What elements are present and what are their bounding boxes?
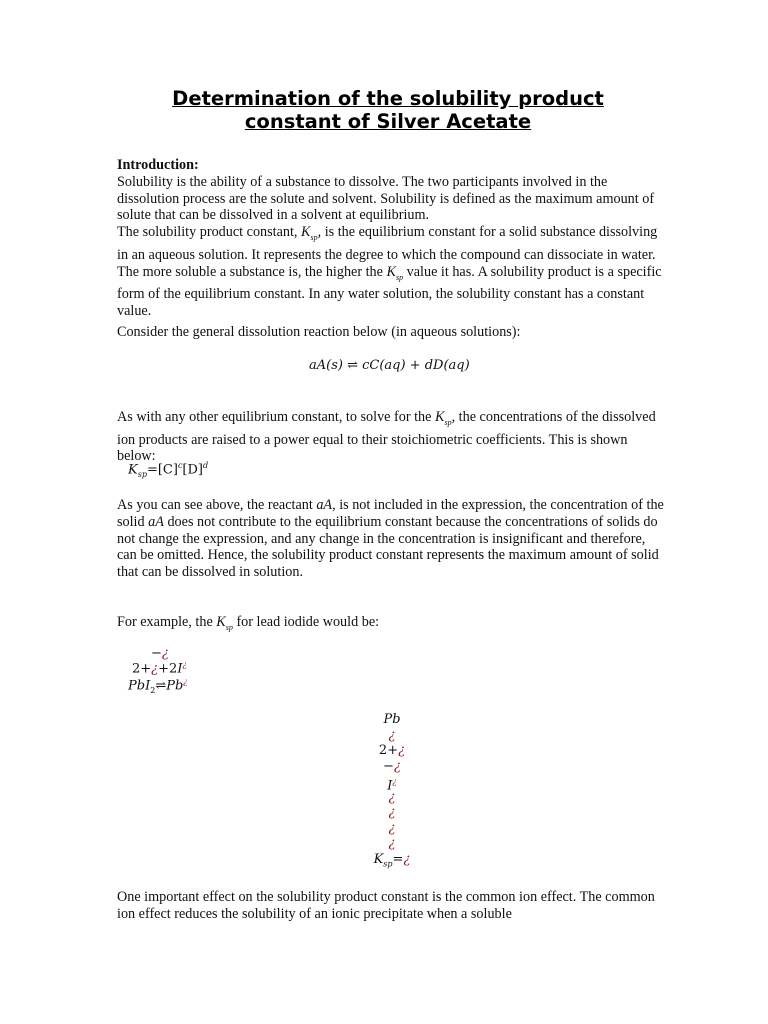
stack-minus: −¿ <box>383 758 401 774</box>
stack-inv-5: ¿ <box>388 836 396 851</box>
stack-2plus: 2+¿ <box>378 743 406 758</box>
document-title <box>100 87 676 133</box>
lead-equation-line-3: PbI$_2$⇌Pb¿ <box>128 677 188 695</box>
stack-i: I¿ <box>387 777 397 794</box>
stack-inv-3: ¿ <box>388 805 396 820</box>
introduction-section <box>117 157 665 320</box>
paragraph-lead-iodide-example: For example, the $K_{sp}$ for lead iodide would be: <box>117 614 380 632</box>
equation-general-dissolution: aA(s) ⇌ cC(aq) + dD(aq) <box>309 358 470 373</box>
paragraph-solubility: Solubility is the ability of a substance to dissolve. The two participants involved in the dissolution process are the solute and solvent. Solubility is defined as the maximum amount of solute that can be dissolved in a solvent at equilibrium. <box>117 173 655 224</box>
stack-inv-2: ¿ <box>388 789 396 805</box>
paragraph-ksp-definition: The solubility product constant, $K_{sp}$, is the equilibrium constant for a solid substance dissolving in an aqueous solution. It represents the degree to which the compound can dissociate in water. The more soluble a substance is, the higher the $K_{sp}$ value it has. A solubility product is a specific form of the equilibrium constant. In any water solution, the solubility constant has a constant value. <box>117 224 662 320</box>
ksp-lead-stack <box>362 712 422 867</box>
title-line-1: Determination of the solubility product <box>172 87 604 110</box>
section-heading-introduction: Introduction: <box>117 157 199 173</box>
stack-inv-4: ¿ <box>388 820 396 836</box>
paragraph-general-reaction: Consider the general dissolution reaction below (in aqueous solutions): <box>117 324 521 340</box>
lead-equation-line-2: 2+¿+2I¿ <box>132 660 187 677</box>
equation-ksp-expression: $K_{sp}=[C]^c[D]^d$ <box>128 461 209 479</box>
stack-inv-1: ¿ <box>388 727 396 743</box>
paragraph-common-ion-effect: One important effect on the solubility product constant is the common ion effect. The common ion effect reduces the solubility of an ionic precipitate when a soluble <box>117 889 655 922</box>
stack-pb: Pb <box>383 712 401 727</box>
paragraph-reactant-explanation: As you can see above, the reactant aA, is not included in the expression, the concentration of the solid aA does not contribute to the equilibrium constant because the concentrations of solids do not change the expression, and any change in the concentration is insignificant and therefore, can be omitted. Hence, the solubility product constant represents the maximum amount of solid that can be dissolved in solution. <box>117 497 664 581</box>
title-line-2: constant of Silver Acetate <box>244 110 532 133</box>
paragraph-ksp-solve: As with any other equilibrium constant, to solve for the $K_{sp}$, the concentrations of the dissolved ion products are raised to a power equal to their stoichiometric coefficients. This is shown below: <box>117 409 656 465</box>
lead-equation-line-1: −¿ <box>151 646 169 661</box>
stack-ksp: $K_{sp}=¿$ <box>373 851 411 869</box>
